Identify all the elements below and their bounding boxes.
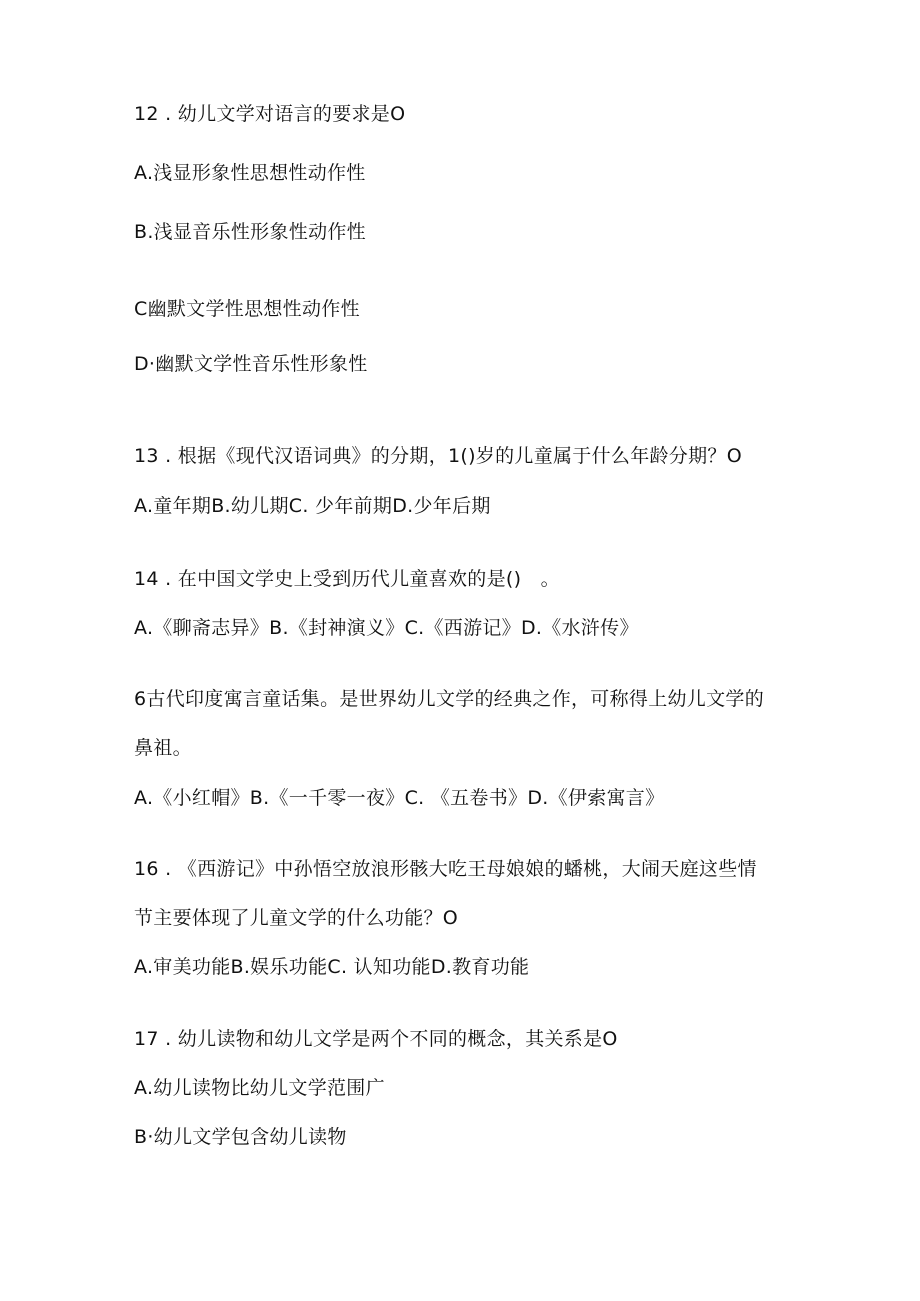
question-12-option-b: B.浅显音乐性形象性动作性 (134, 221, 366, 243)
question-17-option-b: B·幼儿文学包含幼儿读物 (134, 1126, 347, 1148)
question-15-options: A.《小红帽》B.《一千零一夜》C. 《五卷书》D.《伊索寓言》 (134, 787, 665, 809)
question-16-stem-line-2: 节主要体现了儿童文学的什么功能？O (134, 907, 459, 929)
question-14-options: A.《聊斋志异》B.《封神演义》C.《西游记》D.《水浒传》 (134, 617, 639, 639)
question-13-options: A.童年期B.幼儿期C. 少年前期D.少年后期 (134, 495, 491, 517)
question-15-stem-line-1: 6古代印度寓言童话集。是世界幼儿文学的经典之作，可称得上幼儿文学的 (134, 688, 764, 710)
question-16-stem-line-1: 16 . 《西游记》中孙悟空放浪形骸大吃王母娘娘的蟠桃，大闹天庭这些情 (134, 858, 757, 880)
question-12-option-c: C幽默文学性思想性动作性 (134, 298, 360, 320)
question-15-stem-line-2: 鼻祖。 (134, 737, 192, 759)
question-12-option-a: A.浅显形象性思想性动作性 (134, 162, 366, 184)
question-14-stem: 14 . 在中国文学史上受到历代儿童喜欢的是() 。 (134, 568, 560, 590)
question-17-option-a: A.幼儿读物比幼儿文学范围广 (134, 1077, 385, 1099)
question-12-stem: 12 . 幼儿文学对语言的要求是O (134, 103, 406, 125)
question-13-stem: 13 . 根据《现代汉语词典》的分期，1()岁的儿童属于什么年龄分期？O (134, 445, 742, 467)
question-16-options: A.审美功能B.娱乐功能C. 认知功能D.教育功能 (134, 956, 530, 978)
question-17-stem: 17 . 幼儿读物和幼儿文学是两个不同的概念，其关系是O (134, 1028, 618, 1050)
question-12-option-d: D·幽默文学性音乐性形象性 (134, 353, 368, 375)
